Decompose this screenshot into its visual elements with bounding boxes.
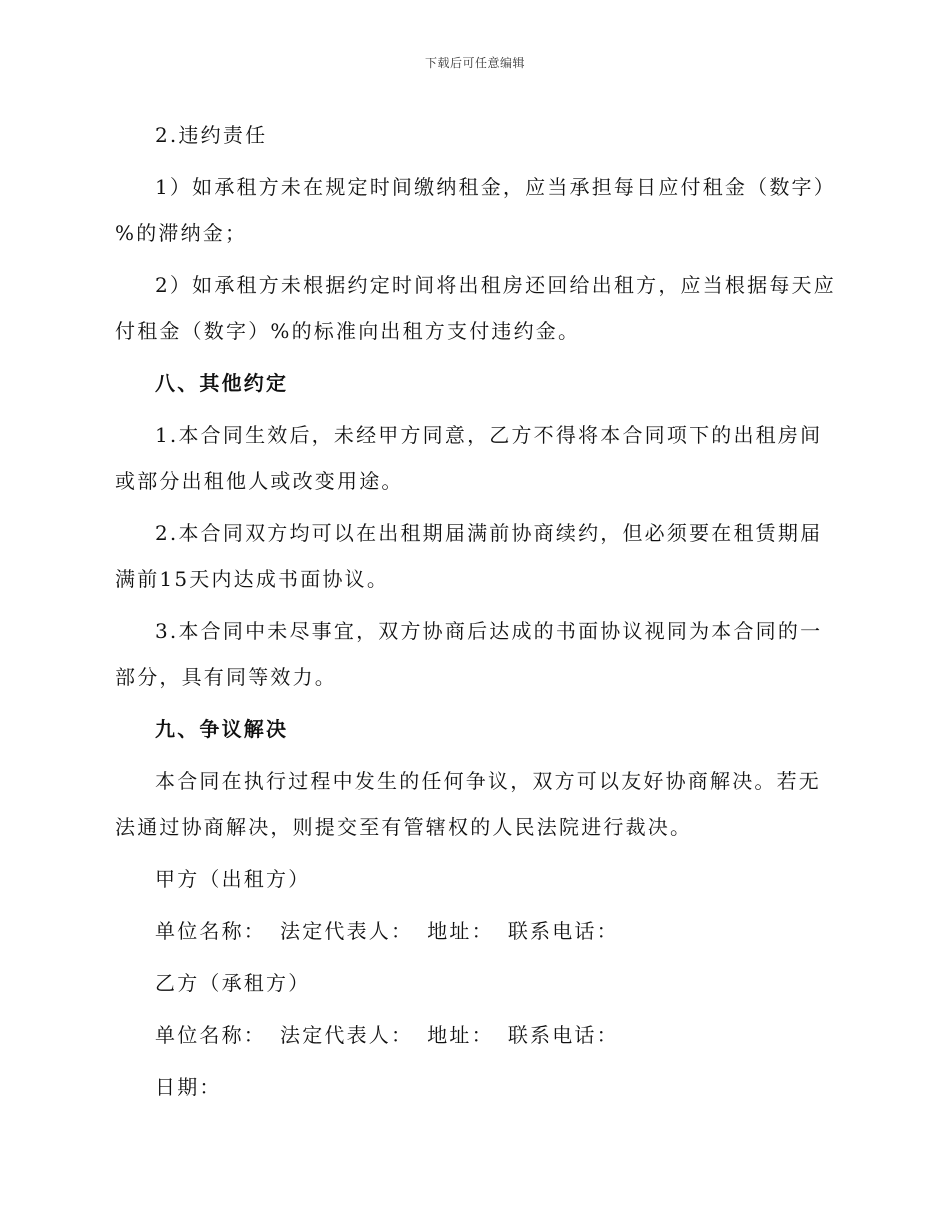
- party-b-field-name: 单位名称：: [155, 1023, 266, 1047]
- party-b-field-address: 地址：: [427, 1023, 494, 1047]
- section-heading-other-terms: 八、其他约定: [155, 371, 289, 395]
- party-a-fields: [115, 908, 840, 954]
- date-label: 日期：: [155, 1075, 222, 1099]
- party-b-title: 乙方（承租方）: [155, 971, 311, 995]
- party-a-field-rep: 法定代表人：: [280, 919, 414, 943]
- party-b-fields: [115, 1012, 840, 1058]
- party-b-field-rep: 法定代表人：: [280, 1023, 414, 1047]
- party-a-field-name: 单位名称：: [155, 919, 266, 943]
- party-a-field-phone: 联系电话：: [507, 919, 619, 943]
- section-heading-dispute: 九、争议解决: [155, 717, 289, 741]
- other-terms-clause-1: 1.本合同生效后，未经甲方同意，乙方不得将本合同项下的出租房间或部分出租他人或改变用途。: [115, 423, 823, 493]
- document-body: [115, 112, 840, 1116]
- party-a-field-address: 地址：: [427, 919, 494, 943]
- party-b-field-phone: 联系电话：: [507, 1023, 619, 1047]
- breach-clause-1: 1）如承租方未在规定时间缴纳租金，应当承担每日应付租金（数字）%的滞纳金；: [115, 175, 836, 245]
- header-note: 下载后可任意编辑: [424, 56, 525, 70]
- party-a-title: 甲方（出租方）: [155, 867, 311, 891]
- other-terms-clause-2: 2.本合同双方均可以在出租期届满前协商续约，但必须要在租赁期届满前15天内达成书面协议。: [115, 521, 823, 591]
- section-breach-subtitle: 2.违约责任: [155, 123, 268, 147]
- dispute-clause: 本合同在执行过程中发生的任何争议，双方可以友好协商解决。若无法通过协商解决，则提交至有管辖权的人民法院进行裁决。: [115, 769, 821, 839]
- breach-clause-2: 2）如承租方未根据约定时间将出租房还回给出租方，应当根据每天应付租金（数字）%的标准向出租方支付违约金。: [115, 273, 836, 343]
- other-terms-clause-3: 3.本合同中未尽事宜，双方协商后达成的书面协议视同为本合同的一部分，具有同等效力。: [115, 619, 823, 689]
